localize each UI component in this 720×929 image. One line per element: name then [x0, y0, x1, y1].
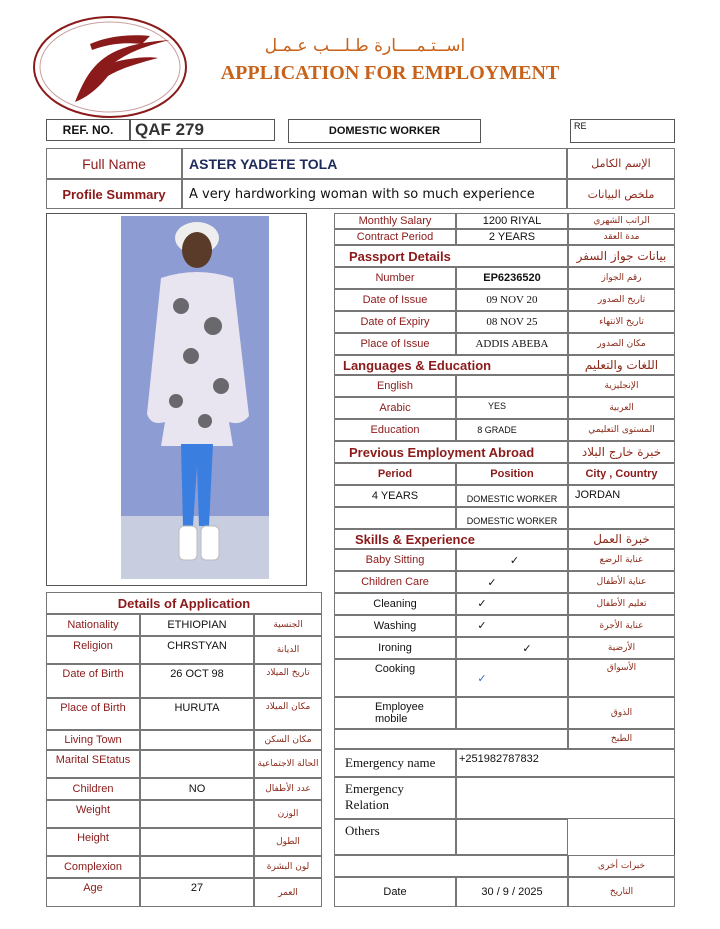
weight-arabic: الوزن [254, 800, 322, 828]
monthly-salary-value: 1200 RIYAL [456, 213, 568, 229]
re-cell: RE [570, 119, 675, 143]
others-value [456, 819, 568, 855]
complexion-label: Complexion [46, 856, 140, 878]
skill-children-care-check: ✓ [456, 571, 568, 593]
skill-children-care-label: Children Care [334, 571, 456, 593]
place-of-birth-arabic: مكان الميلاد [254, 698, 322, 730]
arabic-label: Arabic [334, 397, 456, 419]
arabic-value: YES [456, 397, 568, 419]
skill-cooking-label: Cooking [334, 659, 456, 697]
skills-header: Skills & Experience [334, 529, 568, 549]
expiry-date-arabic: تاريخ الانتهاء [568, 311, 675, 333]
passport-number-label: Number [334, 267, 456, 289]
arabic-arabic: العربية [568, 397, 675, 419]
place-of-birth-label: Place of Birth [46, 698, 140, 730]
skill-cooking-arabic: الأسواق [568, 659, 675, 697]
period-column-header: Period [334, 463, 456, 485]
date-of-birth-value: 26 OCT 98 [140, 664, 254, 698]
languages-header: Languages & Education [334, 355, 568, 375]
education-value: 8 GRADE [456, 419, 568, 441]
place-of-issue-value: ADDIS ABEBA [456, 333, 568, 355]
date-of-birth-label: Date of Birth [46, 664, 140, 698]
religion-label: Religion [46, 636, 140, 664]
age-value: 27 [140, 878, 254, 907]
skill-washing-label: Washing [334, 615, 456, 637]
page-title: APPLICATION FOR EMPLOYMENT [220, 62, 560, 84]
ref-value-cell: QAF 279 [130, 119, 275, 141]
expiry-date-label: Date of Expiry [334, 311, 456, 333]
education-arabic: المستوى التعليمي [568, 419, 675, 441]
position-column-header: Position [456, 463, 568, 485]
date-of-birth-arabic: تاريخ الميلاد [254, 664, 322, 698]
prev-position-1: DOMESTIC WORKER [456, 485, 568, 507]
position-cell: DOMESTIC WORKER [288, 119, 481, 143]
place-of-birth-value: HURUTA [140, 698, 254, 730]
height-label: Height [46, 828, 140, 856]
skill-cleaning-label: Cleaning [334, 593, 456, 615]
contract-period-arabic: مدة العقد [568, 229, 675, 245]
skill-cleaning-arabic: تعليم الأطفال [568, 593, 675, 615]
passport-header-arabic: بيانات جواز السفر [568, 245, 675, 267]
children-arabic: عدد الأطفال [254, 778, 322, 800]
skill-cooking-check: ✓ [456, 659, 568, 697]
expiry-date-value: 08 NOV 25 [456, 311, 568, 333]
application-header: Details of Application [46, 592, 322, 614]
complexion-arabic: لون البشرة [254, 856, 322, 878]
skill-washing-arabic: عناية الأجرة [568, 615, 675, 637]
children-value: NO [140, 778, 254, 800]
date-label: Date [334, 877, 456, 907]
prev-period-1: 4 YEARS [334, 485, 456, 507]
passport-number-value: EP6236520 [456, 267, 568, 289]
extra-row-left [334, 729, 568, 749]
monthly-salary-label: Monthly Salary [334, 213, 456, 229]
marital-status-value [140, 750, 254, 778]
issue-date-value: 09 NOV 20 [456, 289, 568, 311]
living-town-label: Living Town [46, 730, 140, 750]
others-label: Others [334, 819, 456, 855]
skill-ironing-check: ✓ [456, 637, 568, 659]
english-arabic: الإنجليزية [568, 375, 675, 397]
full-name-value: ASTER YADETE TOLA [182, 148, 567, 179]
full-name-arabic: الإسم الكامل [567, 148, 675, 179]
contract-period-value: 2 YEARS [456, 229, 568, 245]
nationality-value: ETHIOPIAN [140, 614, 254, 636]
age-arabic: العمر [254, 878, 322, 907]
marital-status-label: Marital SEtatus [46, 750, 140, 778]
children-label: Children [46, 778, 140, 800]
height-value [140, 828, 254, 856]
english-label: English [334, 375, 456, 397]
skills-header-arabic: خبرة العمل [568, 529, 675, 549]
height-arabic: الطول [254, 828, 322, 856]
previous-employment-header-arabic: خبرة خارج البلاد [568, 441, 675, 463]
weight-value [140, 800, 254, 828]
country-column-header: City , Country [568, 463, 675, 485]
skill-ironing-label: Ironing [334, 637, 456, 659]
age-label: Age [46, 878, 140, 907]
previous-employment-header: Previous Employment Abroad [334, 441, 568, 463]
emergency-relation-value [456, 777, 675, 819]
employee-mobile-value [456, 697, 568, 729]
skill-baby-sitting-arabic: عناية الرضع [568, 549, 675, 571]
applicant-photo [121, 216, 269, 579]
prev-period-2 [334, 507, 456, 529]
living-town-value [140, 730, 254, 750]
weight-label: Weight [46, 800, 140, 828]
marital-status-arabic: الحالة الاجتماعية [254, 750, 322, 778]
passport-header: Passport Details [334, 245, 568, 267]
extra-row-arabic: الطبخ [568, 729, 675, 749]
passport-number-arabic: رقم الجواز [568, 267, 675, 289]
others-spacer [334, 855, 568, 877]
complexion-value [140, 856, 254, 878]
contract-period-label: Contract Period [334, 229, 456, 245]
english-value [456, 375, 568, 397]
date-arabic: التاريخ [568, 877, 675, 907]
place-of-issue-arabic: مكان الصدور [568, 333, 675, 355]
profile-summary-label: Profile Summary [46, 179, 182, 209]
place-of-issue-label: Place of Issue [334, 333, 456, 355]
employee-mobile-label: Employee mobile [334, 697, 456, 729]
skill-cleaning-check: ✓ [456, 593, 568, 615]
monthly-salary-arabic: الراتب الشهري [568, 213, 675, 229]
profile-summary-value: A very hardworking woman with so much experience [182, 179, 567, 209]
prev-position-2: DOMESTIC WORKER [456, 507, 568, 529]
issue-date-label: Date of Issue [334, 289, 456, 311]
religion-arabic: الديانة [254, 636, 322, 664]
skill-baby-sitting-check: ✓ [456, 549, 568, 571]
arabic-title: اســتـمــــارة طـلـــب عـمـل [264, 36, 466, 56]
date-value: 30 / 9 / 2025 [456, 877, 568, 907]
skill-washing-check: ✓ [456, 615, 568, 637]
issue-date-arabic: تاريخ الصدور [568, 289, 675, 311]
religion-value: CHRSTYAN [140, 636, 254, 664]
profile-summary-arabic: ملخص البيانات [567, 179, 675, 209]
prev-country-1: JORDAN [568, 485, 675, 507]
emergency-name-value: +251982787832 [456, 749, 675, 777]
emergency-relation-label: Emergency Relation [334, 777, 456, 819]
nationality-label: Nationality [46, 614, 140, 636]
ref-label-cell: REF. NO. [46, 119, 130, 141]
full-name-label: Full Name [46, 148, 182, 179]
skill-children-care-arabic: عناية الأطفال [568, 571, 675, 593]
company-logo [30, 14, 190, 120]
skill-ironing-arabic: الأرضية [568, 637, 675, 659]
employee-mobile-arabic: الذوق [568, 697, 675, 729]
nationality-arabic: الجنسية [254, 614, 322, 636]
emergency-name-label: Emergency name [334, 749, 456, 777]
prev-country-2 [568, 507, 675, 529]
education-label: Education [334, 419, 456, 441]
others-arabic: خبرات أخرى [568, 855, 675, 877]
languages-header-arabic: اللغات والتعليم [568, 355, 675, 375]
living-town-arabic: مكان السكن [254, 730, 322, 750]
skill-baby-sitting-label: Baby Sitting [334, 549, 456, 571]
